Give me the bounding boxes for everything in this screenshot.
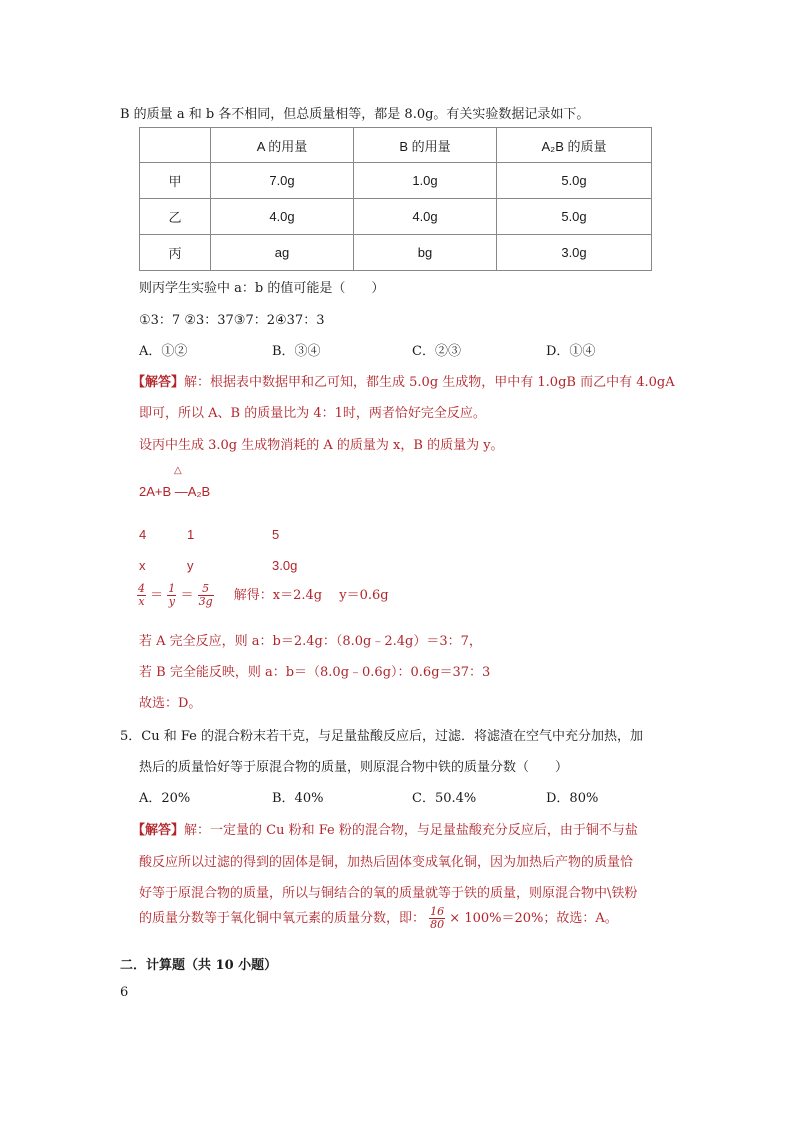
table-cell: bg <box>354 235 497 271</box>
table-header-cell <box>140 128 211 163</box>
q5-choice-c: C．50.4% <box>412 791 477 806</box>
q5-choice-a: A．20% <box>139 791 191 806</box>
q4-choice-c: C．②③ <box>412 344 461 359</box>
table-cell: 5.0g <box>497 199 652 235</box>
ratio-product: 5 <box>272 527 280 542</box>
intro-text: B 的质量 a 和 b 各不相同，但总质量相等，都是 8.0g。有关实验数据记录如下。 <box>120 107 590 122</box>
answer4-final: 故选：D。 <box>139 696 202 711</box>
fraction: $\frac{4}{x}$ <box>138 582 145 608</box>
case-a: 若 A 完全反应，则 a：b＝2.4g：（8.0g﹣2.4g）＝3：7， <box>139 634 482 649</box>
q5-line1: 5．Cu 和 Fe 的混合粉末若干克，与足量盐酸反应后，过滤．将滤渣在空气中充分加热，加 <box>120 729 643 744</box>
answer5-line4 <box>139 906 618 931</box>
q5-choice-b: B．40% <box>272 791 324 806</box>
table-cell: 甲 <box>140 163 211 199</box>
fraction: $\frac{1}{y}$ <box>168 582 176 608</box>
answer5-text4: 的质量分数等于氧化铜中氧元素的质量分数，即： <box>139 911 426 926</box>
fraction: $\frac{16}{80}$ <box>430 905 445 931</box>
table-cell: 1.0g <box>354 163 497 199</box>
table-cell: 乙 <box>140 199 211 235</box>
answer-tag: 【解答】 <box>132 375 185 390</box>
q5-choice-d: D．80% <box>546 791 599 806</box>
table-cell: 7.0g <box>211 163 354 199</box>
table-header-row <box>140 128 652 163</box>
q5-line2: 热后的质量恰好等于原混合物的质量，则原混合物中铁的质量分数（ ） <box>139 760 569 775</box>
solved-values: 解得：x＝2.4g y＝0.6g <box>233 588 389 603</box>
ratio-b: 1 <box>187 527 195 542</box>
table-cell: 5.0g <box>497 163 652 199</box>
q4-choice-b: B．③④ <box>272 344 321 359</box>
table-cell: 4.0g <box>354 199 497 235</box>
table-row <box>140 235 652 271</box>
data-table <box>139 127 652 271</box>
var-x: x <box>139 558 146 573</box>
q4-choice-d: D．①④ <box>546 344 596 359</box>
answer4-line3: 设丙中生成 3.0g 生成物消耗的 A 的质量为 x，B 的质量为 y。 <box>139 438 504 453</box>
answer5-result: × 100%＝20%；故选：A。 <box>449 911 618 926</box>
table-header-cell: B 的用量 <box>354 128 497 163</box>
answer5-line3: 好等于原混合物的质量，所以与铜结合的氧的质量就等于铁的质量，则原混合物中\铁粉 <box>139 886 638 901</box>
answer4-text1: 解：根据表中数据甲和乙可知，都生成 5.0g 生成物，甲中有 1.0gB 而乙中有 4.0gA <box>184 375 675 390</box>
table-row <box>140 199 652 235</box>
table-row <box>140 163 652 199</box>
answer-tag: 【解答】 <box>132 823 185 838</box>
q4-choice-a: A．①② <box>139 344 188 359</box>
page-number: 6 <box>120 985 129 1000</box>
heat-mark: △ <box>174 465 182 476</box>
table-cell: ag <box>211 235 354 271</box>
table-cell: 4.0g <box>211 199 354 235</box>
answer4-line1 <box>132 371 675 390</box>
section-heading: 二．计算题（共 10 小题） <box>120 958 278 973</box>
q4-question: 则丙学生实验中 a：b 的值可能是（ ） <box>139 281 385 296</box>
table-cell: 3.0g <box>497 235 652 271</box>
case-b: 若 B 完全能反映，则 a：b＝（8.0g﹣0.6g）：0.6g＝37：3 <box>139 665 491 680</box>
table-header-cell: A₂B 的质量 <box>497 128 652 163</box>
answer5-line2: 酸反应所以过滤的得到的固体是铜，加热后固体变成氧化铜，因为加热后产物的质量恰 <box>139 855 634 870</box>
var-y: y <box>187 558 194 573</box>
ratio-a: 4 <box>139 527 147 542</box>
reaction-equation: 2A+B —A₂B <box>139 484 211 499</box>
var-product: 3.0g <box>272 558 298 573</box>
table-cell: 丙 <box>140 235 211 271</box>
answer5-line1 <box>132 819 638 838</box>
table-header-cell: A 的用量 <box>211 128 354 163</box>
proportion-equation: $\frac{4}{x}$ ＝ $\frac{1}{y}$ ＝ $\frac{5}{3g}$ 解得：x＝2.4g y＝0.6g <box>138 582 389 608</box>
q4-options: ①3：7 ②3：37③7：2④37：3 <box>139 313 325 328</box>
answer4-line2: 即可，所以 A、B 的质量比为 4：1时，两者恰好完全反应。 <box>139 406 486 421</box>
answer5-text1: 解：一定量的 Cu 粉和 Fe 粉的混合物，与足量盐酸充分反应后，由于铜不与盐 <box>184 823 638 838</box>
fraction: $\frac{5}{3g}$ <box>198 582 213 608</box>
